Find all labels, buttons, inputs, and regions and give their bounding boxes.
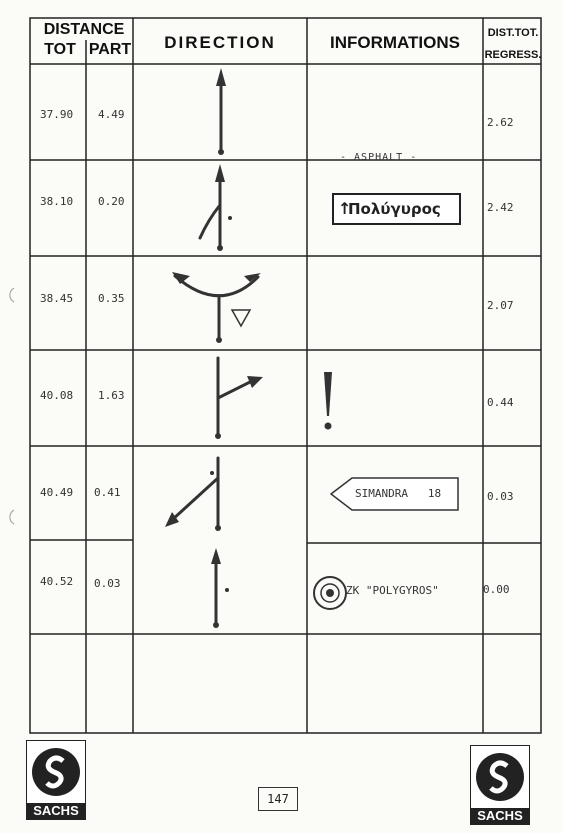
sachs-logo-label: SACHS: [27, 803, 85, 819]
tot-value: 40.52: [40, 575, 74, 588]
sachs-s-icon: [471, 746, 529, 808]
asphalt-note: - ASPHALT -: [340, 152, 418, 163]
zk-polygyros-text: ZK "POLYGYROS": [346, 584, 439, 597]
regress-value: 2.07: [487, 299, 514, 312]
header-direction: DIRECTION: [164, 33, 276, 52]
fork-keep-straight-icon: [200, 164, 232, 251]
sachs-logo: [26, 740, 86, 820]
tot-value: 38.45: [40, 292, 74, 305]
tot-value: 40.08: [40, 389, 74, 402]
polygyros-sign: [332, 193, 461, 225]
header-part: PART: [88, 41, 132, 58]
regress-value: 2.42: [487, 201, 514, 214]
tot-value: 40.49: [40, 486, 74, 499]
sachs-logo: [470, 745, 530, 825]
left-turn-arrow-icon: [165, 458, 221, 531]
header-dist-tot: DIST.TOT.: [487, 27, 539, 39]
regress-value: 2.62: [487, 116, 514, 129]
t-junction-yield-icon: [172, 272, 261, 343]
danger-exclamation-icon: [324, 372, 332, 430]
sachs-s-icon: [27, 741, 85, 803]
clock-stamp-icon: [312, 575, 348, 611]
part-value: 0.35: [98, 292, 125, 305]
right-turn-arrow-icon: [215, 358, 263, 439]
regress-value: 0.44: [487, 396, 514, 409]
header-tot: TOT: [44, 41, 76, 58]
header-informations: INFORMATIONS: [329, 33, 460, 52]
polygyros-sign-text: Πολύγυρος: [348, 200, 441, 218]
part-value: 0.20: [98, 195, 125, 208]
part-value: 4.49: [98, 108, 125, 121]
header-distance: DISTANCE: [43, 21, 125, 38]
regress-value: 0.00: [483, 583, 510, 596]
tot-value: 37.90: [40, 108, 74, 121]
page-number: 147: [258, 787, 298, 811]
straight-arrow-with-dot-icon: [211, 548, 229, 628]
tot-value: 38.10: [40, 195, 74, 208]
part-value: 0.03: [94, 577, 121, 590]
simandra-sign-text: SIMANDRA 18: [355, 487, 442, 500]
part-value: 0.41: [94, 486, 121, 499]
sachs-logo-label: SACHS: [471, 808, 529, 824]
regress-value: 0.03: [487, 490, 514, 503]
north-arrow-icon: ↑: [338, 199, 352, 218]
part-value: 1.63: [98, 389, 125, 402]
header-regress: REGRESS.: [484, 49, 542, 61]
straight-arrow-icon: [216, 68, 226, 155]
